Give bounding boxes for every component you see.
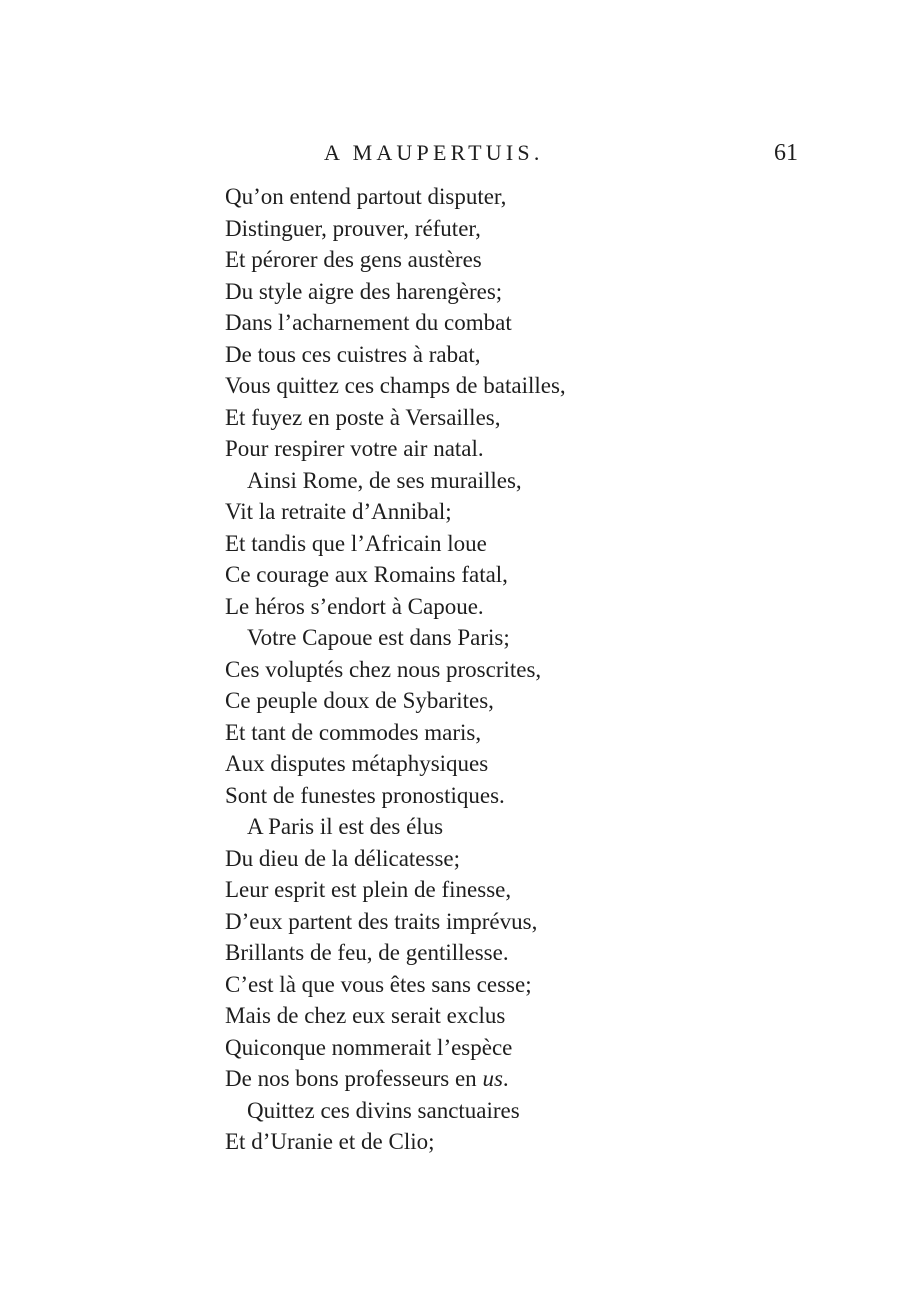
verse-text: De nos bons professeurs en — [225, 1066, 477, 1091]
verse-line — [225, 748, 825, 780]
verse-text: Votre Capoue est dans Paris; — [247, 625, 510, 650]
verse-line — [225, 717, 825, 749]
poem-text — [225, 181, 825, 1158]
verse-line — [225, 181, 825, 213]
verse-text: Vit la retraite d’Annibal; — [225, 499, 452, 524]
verse-text: Quiconque nommerait l’espèce — [225, 1034, 513, 1060]
verse-text: Et tant de commodes maris, — [225, 719, 482, 745]
verse-text: A Paris il est des élus — [247, 814, 444, 839]
verse-text: Brillants de feu, de gentillesse. — [225, 940, 509, 965]
running-title: A MAUPERTUIS. — [324, 140, 544, 165]
verse-line — [225, 465, 825, 497]
verse-text: Mais de chez eux serait exclus — [225, 1003, 506, 1028]
verse-text: Et d’Uranie et de Clio; — [225, 1129, 435, 1154]
verse-line — [225, 559, 825, 591]
verse-text: Du style aigre des harengères; — [225, 278, 503, 304]
page-number: 61 — [774, 140, 798, 166]
verse-line — [225, 1126, 825, 1158]
verse-text: Et fuyez en poste à Versailles, — [225, 404, 501, 430]
verse-text: De tous ces cuistres à rabat, — [225, 341, 481, 367]
verse-text: Pour respirer votre air natal. — [225, 436, 484, 461]
verse-text: Et tandis que l’Africain loue — [225, 530, 487, 556]
verse-text: Du dieu de la délicatesse; — [225, 845, 461, 871]
verse-line — [225, 496, 825, 528]
verse-text: Ces voluptés chez nous proscrites, — [225, 656, 542, 682]
verse-line — [225, 1095, 825, 1127]
verse-line — [225, 213, 825, 245]
verse-text: Qu’on entend partout disputer, — [225, 184, 507, 209]
verse-text: Ainsi Rome, de ses murailles, — [247, 467, 522, 493]
verse-text: Distinguer, prouver, réfuter, — [225, 215, 481, 241]
verse-text: C’est là que vous êtes sans cesse; — [225, 971, 532, 997]
verse-line — [225, 370, 825, 402]
verse-line — [225, 780, 825, 812]
verse-text: D’eux partent des traits imprévus, — [225, 908, 538, 934]
verse-line — [225, 339, 825, 371]
verse-line — [225, 528, 825, 560]
verse-line — [225, 969, 825, 1001]
verse-line — [225, 276, 825, 308]
verse-line — [225, 591, 825, 623]
verse-line — [225, 402, 825, 434]
verse-line — [225, 811, 825, 843]
verse-text: Dans l’acharnement du combat — [225, 310, 512, 335]
verse-line — [225, 843, 825, 875]
verse-text: Le héros s’endort à Capoue. — [225, 593, 484, 619]
verse-text: Leur esprit est plein de finesse, — [225, 877, 512, 902]
verse-italic-word: us — [482, 1066, 503, 1091]
verse-line — [225, 622, 825, 654]
verse-text: Quittez ces divins sanctuaires — [247, 1097, 520, 1123]
verse-text: Et pérorer des gens austères — [225, 247, 482, 272]
verse-line — [225, 874, 825, 906]
verse-text: Sont de funestes pronostiques. — [225, 782, 505, 808]
verse-line — [225, 433, 825, 465]
verse-line — [225, 1000, 825, 1032]
verse-text: Aux disputes métaphysiques — [225, 751, 489, 776]
verse-line — [225, 244, 825, 276]
verse-line — [225, 906, 825, 938]
running-head — [0, 136, 900, 170]
verse-line — [225, 307, 825, 339]
verse-line — [225, 1063, 825, 1095]
verse-text: Ce courage aux Romains fatal, — [225, 562, 508, 587]
verse-punctuation: . — [502, 1066, 509, 1091]
verse-line — [225, 1032, 825, 1064]
verse-line — [225, 685, 825, 717]
verse-line — [225, 937, 825, 969]
verse-line — [225, 654, 825, 686]
verse-text: Vous quittez ces champs de batailles, — [225, 373, 566, 398]
verse-text: Ce peuple doux de Sybarites, — [225, 688, 494, 713]
